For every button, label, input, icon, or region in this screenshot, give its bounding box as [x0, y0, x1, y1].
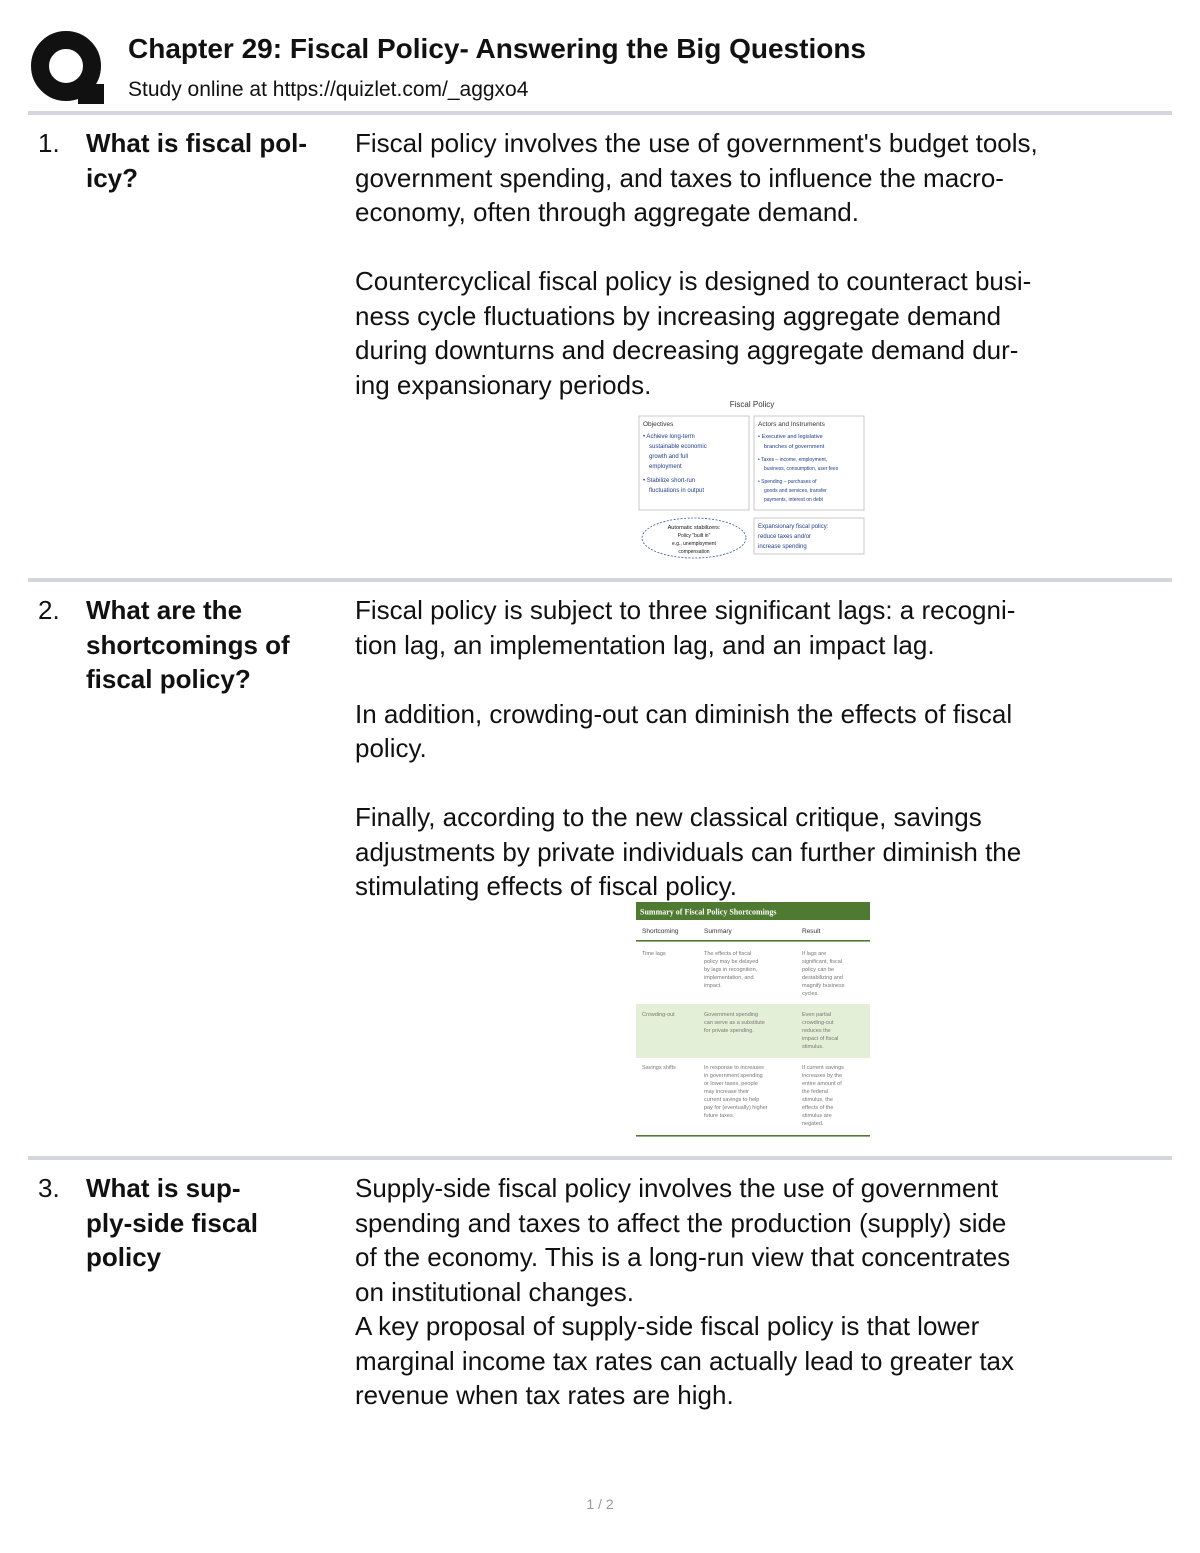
divider	[28, 578, 1172, 582]
card-question	[86, 593, 348, 697]
page-title: Chapter 29: Fiscal Policy- Answering the Big Questions	[128, 33, 867, 64]
paragraph-gap	[355, 662, 1170, 697]
table-cell: Government spending	[704, 1012, 759, 1018]
question-line: fiscal policy?	[86, 664, 251, 694]
answer-line: Fiscal policy is subject to three significant lags: a recogni-	[355, 595, 1016, 625]
answer-line: tion lag, an implementation lag, and an impact lag.	[355, 629, 935, 660]
answer-line: revenue when tax rates are high.	[355, 1380, 734, 1410]
table-cell: magnify business	[802, 983, 845, 989]
table-cell: Crowding-out	[642, 1012, 675, 1018]
card-number: 1.	[38, 128, 60, 158]
table-cell: If current savings	[802, 1065, 844, 1071]
table-cell: negated.	[802, 1121, 824, 1127]
table-header-rule	[636, 940, 870, 942]
answer-line: during downturns and decreasing aggregate demand dur-	[355, 335, 1019, 365]
actors-item: business, consumption, user fees	[764, 466, 839, 472]
oval-text: compensation	[678, 549, 710, 555]
table-cell: cycles.	[802, 991, 819, 997]
actors-item: branches of government	[764, 444, 825, 450]
answer-line: marginal income tax rates can actually lead to greater tax	[355, 1345, 1015, 1376]
answer-line: Supply-side fiscal policy involves the use of government	[355, 1173, 999, 1203]
card-number: 3.	[38, 1173, 60, 1203]
question-line: What is sup-	[86, 1173, 241, 1203]
table-cell: in government spending	[704, 1073, 763, 1079]
oval-text: e.g., unemployment	[672, 541, 716, 547]
table-cell: If lags are	[802, 951, 827, 957]
objectives-item: • Stabilize short-run	[643, 478, 696, 484]
answer-line: government spending, and taxes to influence the macro-	[355, 162, 1004, 193]
fiscal-policy-diagram	[636, 396, 868, 560]
answer-line: stimulating effects of fiscal policy.	[355, 871, 737, 901]
answer-line: spending and taxes to affect the production (supply) side	[355, 1207, 1007, 1238]
card-question	[86, 126, 348, 195]
table-cell: crowding-out	[802, 1020, 834, 1026]
objectives-item: fluctuations in output	[649, 488, 705, 494]
table-cell: reduces the	[802, 1028, 831, 1034]
table-cell: may increase their	[704, 1089, 749, 1095]
answer-line: on institutional changes.	[355, 1276, 634, 1307]
question-line: shortcomings of	[86, 629, 290, 660]
objectives-box	[639, 416, 749, 510]
table-header: Summary	[704, 928, 732, 935]
table-cell: significant, fiscal	[802, 959, 843, 965]
table-cell: Time lags	[642, 951, 666, 957]
table-cell: future taxes.	[704, 1113, 735, 1119]
answer-line: adjustments by private individuals can further diminish the	[355, 836, 1022, 867]
answer-line: of the economy. This is a long-run view that concentrates	[355, 1242, 1011, 1272]
card-answer	[355, 126, 1170, 402]
shortcomings-table	[636, 902, 870, 1140]
paragraph-gap	[355, 766, 1170, 801]
table-header: Shortcoming	[642, 928, 679, 935]
table-cell: increases by the	[802, 1073, 843, 1079]
answer-line: policy.	[355, 733, 427, 763]
table-cell: policy may be delayed	[704, 959, 759, 965]
actors-box	[754, 416, 864, 510]
table-cell: In response to increases	[704, 1065, 764, 1071]
question-line: What are the	[86, 595, 243, 625]
objectives-item: sustainable economic	[649, 444, 707, 450]
table-cell: current savings to help	[704, 1097, 760, 1103]
table-cell: stimulus, the	[802, 1097, 833, 1103]
quizlet-logo-icon	[30, 30, 108, 106]
objectives-heading: Objectives	[643, 421, 674, 428]
objectives-item: employment	[649, 464, 682, 470]
table-cell: pay for (eventually) higher	[704, 1105, 768, 1111]
table-cell: destabilizing and	[802, 975, 843, 981]
card-answer	[355, 593, 1170, 904]
table-cell: the federal	[802, 1089, 828, 1095]
table-cell: effects of the	[802, 1105, 834, 1111]
page-number: 1 / 2	[586, 1496, 614, 1512]
paragraph-gap	[355, 230, 1170, 265]
table-cell: policy can be	[802, 967, 835, 973]
table-cell: impact.	[704, 983, 722, 989]
question-line: What is fiscal pol-	[86, 128, 308, 158]
divider	[28, 111, 1172, 115]
table-cell: Savings shifts	[642, 1065, 676, 1071]
card-question	[86, 1171, 348, 1275]
table-bottom-rule	[636, 1135, 870, 1137]
box-text: Expansionary fiscal policy:	[758, 524, 829, 530]
oval-text: Policy "built in"	[677, 533, 711, 539]
answer-line: Countercyclical fiscal policy is designed to counteract busi-	[355, 266, 1032, 296]
answer-line: Finally, according to the new classical critique, savings	[355, 802, 982, 832]
actors-item: • Spending – purchases of	[758, 479, 817, 485]
question-line: ply-side fiscal	[86, 1207, 258, 1238]
card-number: 2.	[38, 595, 60, 625]
box-text: reduce taxes and/or	[758, 534, 812, 540]
answer-line: In addition, crowding-out can diminish the effects of fiscal	[355, 698, 1013, 729]
oval-text: Automatic stabilizers:	[667, 525, 721, 531]
answer-line: economy, often through aggregate demand.	[355, 197, 859, 227]
table-cell: can serve as a substitute	[704, 1020, 765, 1026]
divider	[28, 1156, 1172, 1160]
answer-line: Fiscal policy involves the use of government's budget tools,	[355, 128, 1038, 158]
question-line: icy?	[86, 162, 139, 193]
question-line: policy	[86, 1242, 162, 1272]
table-cell: The effects of fiscal	[704, 951, 752, 957]
table-cell: implementation, and	[704, 975, 754, 981]
actors-item: • Executive and legislative	[758, 434, 823, 440]
study-link[interactable]: Study online at https://quizlet.com/_aggxo4	[128, 78, 529, 101]
card-answer	[355, 1171, 1170, 1413]
diagram-title: Fiscal Policy	[729, 400, 775, 409]
actors-item: • Taxes – income, employment,	[758, 457, 828, 463]
table-cell: for private spending.	[704, 1028, 754, 1034]
answer-line: ness cycle fluctuations by increasing aggregate demand	[355, 300, 1002, 331]
table-cell: entire amount of	[802, 1081, 842, 1087]
objectives-item: • Achieve long-term	[643, 434, 695, 440]
answer-line: ing expansionary periods.	[355, 369, 652, 400]
table-header: Result	[802, 928, 821, 935]
table-cell: stimulus are	[802, 1113, 832, 1119]
answer-line: A key proposal of supply-side fiscal policy is that lower	[355, 1311, 980, 1341]
actors-item: payments, interest on debt	[764, 497, 823, 503]
objectives-item: growth and full	[649, 454, 689, 460]
actors-item: goods and services, transfer	[764, 488, 827, 494]
box-text: increase spending	[758, 544, 807, 550]
actors-heading: Actors and Instruments	[758, 421, 825, 428]
table-cell: Even partial	[802, 1012, 832, 1018]
table-cell: or lower taxes, people	[704, 1081, 758, 1087]
table-cell: stimulus.	[802, 1044, 824, 1050]
table-cell: by lags in recognition,	[704, 967, 758, 973]
table-title: Summary of Fiscal Policy Shortcomings	[640, 907, 777, 917]
table-cell: impact of fiscal	[802, 1036, 839, 1042]
